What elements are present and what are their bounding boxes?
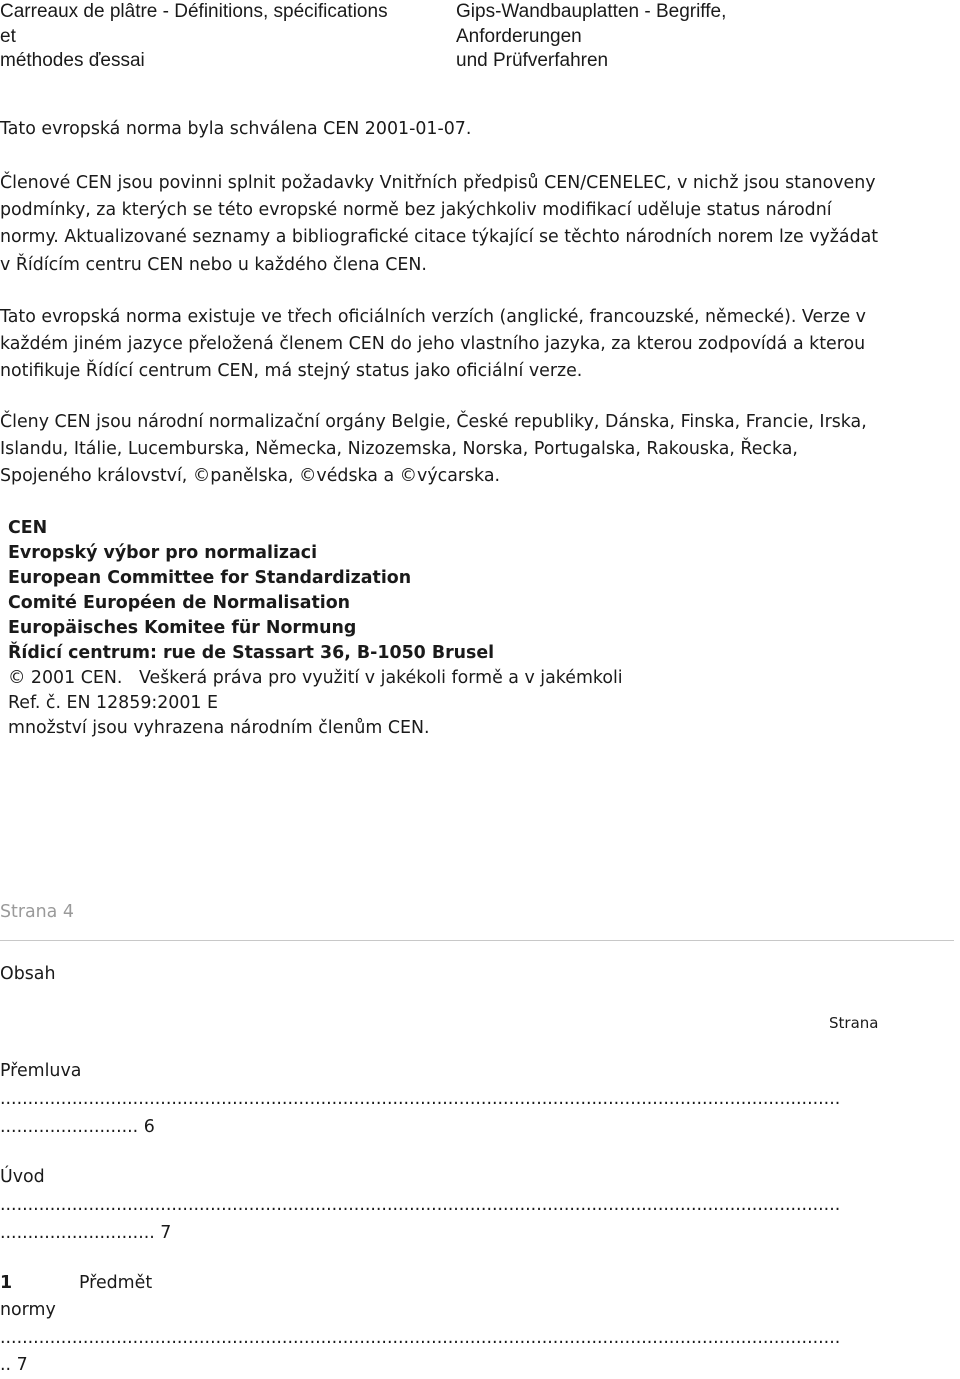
cen-name-czech: Evropský výbor pro normalizaci xyxy=(8,543,318,563)
cen-name-german: Europäisches Komitee für Normung xyxy=(8,618,357,638)
french-title: Carreaux de plâtre - Définitions, spécifications et méthodes ďessai xyxy=(0,1,388,71)
toc-entry-number: 1 xyxy=(0,1273,13,1293)
cen-address: Řídicí centrum: rue de Stassart 36, B-1050 Brusel xyxy=(8,643,495,663)
versions-paragraph: Tato evropská norma existuje ve třech oficiálních verzích (anglické, francouzské, německé). Verze v každém jiném jazyce přeložená členem CEN do jeho vlastního jazyka, za kterou zodpovídá a kterou notifikuje Řídící centrum CEN, má stejný status jako oficiální verze. xyxy=(0,307,866,382)
german-title: Gips-Wandbauplatten - Begriffe, Anforderungen und Prüfverfahren xyxy=(456,1,727,71)
members-obligation-paragraph: Členové CEN jsou povinni splnit požadavky Vnitřních předpisů CEN/CENELEC, v nichž jsou stanoveny podmínky, za kterých se této evropské normě bez jakýchkoliv modifikací uděluje status národní normy. Aktualizované seznamy a bibliografické citace týkající se těchto národních norem lze vyžádat v Řídícím centru CEN nebo u každého člena CEN. xyxy=(0,173,879,275)
members-list-paragraph: Členy CEN jsou národní normalizační orgány Belgie, České republiky, Dánska, Finska, Francie, Irska, Islandu, Itálie, Lucemburska, Německa, Nizozemska, Norska, Portugalska, Rakouska, Řecka, Spojeného království, ©panělska, ©védska a ©výcarska. xyxy=(0,412,867,487)
toc-entry-page: ......................... 6 xyxy=(0,1117,155,1137)
rights-reserved-line: množství jsou vyhrazena národním členům CEN. xyxy=(8,718,430,738)
page-number-label: Strana 4 xyxy=(0,902,74,922)
cen-name: CEN xyxy=(8,518,48,538)
toc-entry-leader: ........................................................................................................................................................ xyxy=(0,1328,841,1348)
cen-name-english: European Committee for Standardization xyxy=(8,568,412,588)
approval-statement: Tato evropská norma byla schválena CEN 2001-01-07. xyxy=(0,119,472,139)
toc-heading: Obsah xyxy=(0,964,56,984)
toc-entry-title: Přemluva xyxy=(0,1061,82,1081)
toc-entry-title: Úvod xyxy=(0,1167,45,1187)
page-divider xyxy=(0,940,954,941)
toc-entry-leader: ........................................................................................................................................................ xyxy=(0,1195,841,1215)
toc-entry-page: .. 7 xyxy=(0,1355,28,1375)
toc-entry-title: Předmět xyxy=(79,1273,153,1293)
reference-number: Ref. č. EN 12859:2001 E xyxy=(8,693,219,713)
copyright-line: © 2001 CEN. Veškerá práva pro využití v jakékoli formě a v jakémkoli xyxy=(8,668,623,688)
cen-block xyxy=(8,516,623,741)
cen-name-french: Comité Européen de Normalisation xyxy=(8,593,351,613)
toc-page-column-label: Strana xyxy=(829,1014,879,1032)
toc-entry-title-continued: normy xyxy=(0,1300,56,1320)
toc-entry-page: ............................ 7 xyxy=(0,1223,172,1243)
toc-entry-leader: ........................................................................................................................................................ xyxy=(0,1089,841,1109)
